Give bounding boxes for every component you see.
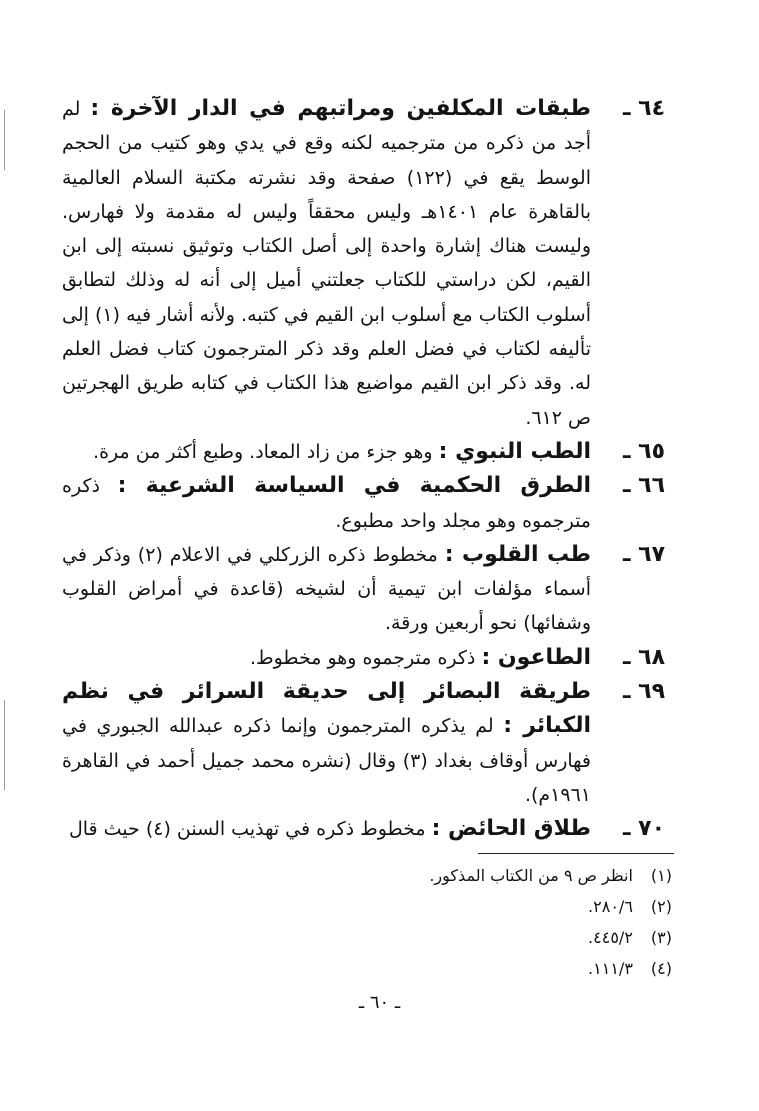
- entry-text: وهو جزء من زاد المعاد. وطبع أكثر من مرة.: [93, 440, 433, 463]
- entry-title: الطاعون :: [481, 644, 591, 670]
- footnote-text: ٤٤٥/٢.: [588, 928, 633, 947]
- entry-title: طب القلوب :: [444, 541, 591, 567]
- entry-text: ذكره مترجموه وهو مخطوط.: [249, 646, 476, 669]
- page-number: ـ ٦٠ ـ: [358, 992, 401, 1013]
- entry-number: ٧٠ ـ: [622, 816, 665, 842]
- footnote-number: (٤): [650, 959, 672, 978]
- entry-text: مخطوط ذكره الزركلي في الاعلام (٢) وذكر في أسماء مؤلفات ابن تيمية أن لشيخه (قاعدة في أمراض القلوب وشفائها) نحو أربعين ورقة.: [62, 543, 591, 635]
- entry-text: لم أجد من ذكره من مترجميه لكنه وقع في يدي وهو كتيب من الحجم الوسط يقع في (١٢٢) صفحة وقد نشرته مكتبة السلام العالمية بالقاهرة عام ١٤٠١هـ وليس محققاً وليس له مقدمة ولا فهارس. وليست هناك إشارة واحدة إلى أصل الكتاب وتوثيق نسبته إلى ابن القيم، لكن دراستي للكتاب جعلتني أميل إلى أنه له وذلك لتطابق أسلوب الكتاب مع أسلوب ابن القيم في كتبه. ولأنه أشار فيه (١) إلى تأليفه لكتاب في فضل العلم وقد ذكر المترجمون كتاب فضل العلم له. وقد ذكر ابن القيم مواضيع هذا الكتاب في كتابه طريق الهجرتين ص ٦١٢.: [62, 98, 591, 429]
- footnote: [300, 953, 672, 984]
- footnote-number: (٢): [650, 897, 672, 916]
- entry-number: ٦٩ ـ: [622, 679, 665, 705]
- entry-64: [62, 92, 665, 435]
- entry-68: [62, 641, 665, 675]
- entry-title: طبقات المكلفين ومراتبهم في الدار الآخرة :: [90, 96, 591, 121]
- entry-text: مخطوط ذكره في تهذيب السنن (٤) حيث قال: [68, 818, 426, 841]
- entry-70: [62, 812, 665, 846]
- entry-69: [62, 675, 665, 812]
- footnote-text: ١١١/٣.: [588, 959, 633, 978]
- entries-list: [62, 92, 665, 847]
- entry-number: ٦٥ ـ: [622, 438, 665, 464]
- entry-text: ذكره مترجموه وهو مجلد واحد مطبوع.: [62, 475, 591, 532]
- footnote-number: (١): [650, 866, 672, 885]
- footnote-text: ٢٨٠/٦.: [588, 897, 633, 916]
- footnote-separator: [478, 853, 674, 854]
- entry-title: طلاق الحائض :: [431, 816, 591, 842]
- footnote-text: انظر ص ٩ من الكتاب المذكور.: [429, 866, 633, 885]
- entry-65: [62, 435, 665, 469]
- footnotes: [300, 860, 672, 984]
- footnote: [300, 891, 672, 922]
- entry-title: الطرق الحكمية في السياسة الشرعية :: [117, 473, 591, 499]
- footnote-number: (٣): [650, 928, 672, 947]
- entry-number: ٦٦ ـ: [622, 473, 665, 499]
- entry-text: لم يذكره المترجمون وإنما ذكره عبدالله الجبوري في فهارس أوقاف بغداد (٣) وقال (نشره محمد جميل أحمد في القاهرة ١٩٦١م).: [62, 715, 591, 806]
- entry-67: [62, 538, 665, 641]
- entry-number: ٦٨ ـ: [622, 644, 665, 670]
- entry-title: الطب النبوي :: [438, 438, 591, 464]
- entry-66: [62, 469, 665, 538]
- entry-number: ٦٤ ـ: [622, 96, 665, 121]
- footnote: [300, 922, 672, 953]
- margin-scan-mark: [4, 110, 5, 170]
- margin-scan-mark: [4, 700, 5, 790]
- entry-number: ٦٧ ـ: [622, 541, 665, 567]
- footnote: [300, 860, 672, 891]
- entry-title: طريقة البصائر إلى حديقة السرائر في نظم الكبائر :: [62, 679, 591, 739]
